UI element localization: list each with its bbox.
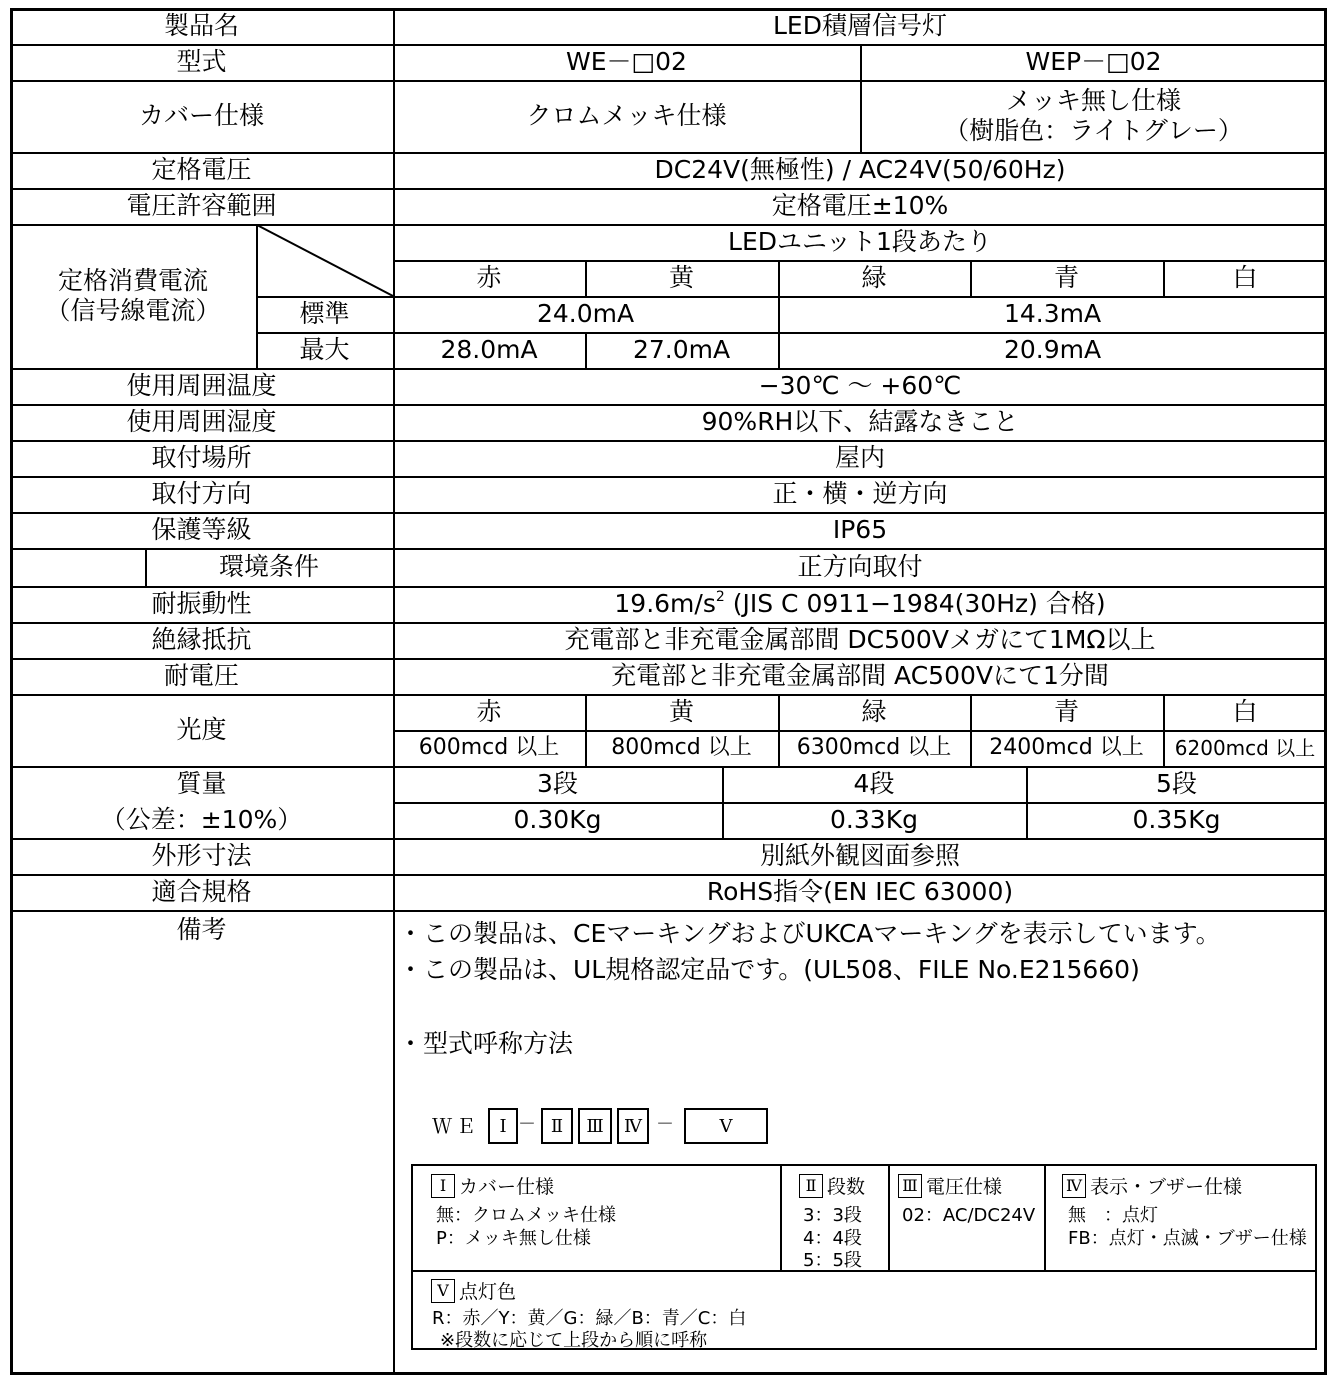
label-luminosity: 光度 (176, 715, 227, 744)
current-std-red-yellow: 24.0mA (536, 299, 635, 328)
legend-v-title-text: 点灯色 (459, 1281, 517, 1303)
value-model-wep: WEP－□02 (1025, 47, 1162, 76)
legend-box-ii: Ⅱ (799, 1174, 823, 1198)
legend-ii-line2: 4：4段 (803, 1228, 862, 1249)
legend-box-i: Ⅰ (431, 1174, 455, 1198)
label-insulation: 絶縁抵抗 (151, 625, 252, 654)
legend-iii-title-text: 電圧仕様 (926, 1176, 1003, 1198)
value-product-name: LED積層信号灯 (773, 11, 947, 40)
model-code-prefix: ＷＥ (432, 1114, 480, 1138)
vibration-value-standard: (JIS C 0911−1984(30Hz) 合格) (724, 589, 1106, 618)
value-cover-plain (860, 80, 1327, 152)
current-color-green: 緑 (861, 263, 887, 292)
value-voltage-range: 定格電圧±10% (771, 191, 949, 220)
legend-iii-line1: 02：AC/DC24V (902, 1205, 1036, 1226)
code-dash-1: － (518, 1114, 536, 1135)
cover-plain-line2: （樹脂色：ライトグレー） (944, 116, 1243, 145)
current-std-label: 標準 (299, 299, 350, 328)
label-product-name: 製品名 (163, 11, 239, 40)
lum-color-green: 緑 (861, 697, 887, 726)
legend-v-line2: ※段数に応じて上段から順に呼称 (440, 1330, 708, 1351)
current-color-yellow: 黄 (668, 263, 694, 292)
current-max-yellow: 27.0mA (632, 335, 731, 364)
mass-tier-5: 5段 (1156, 769, 1197, 798)
value-environment: 正方向取付 (797, 552, 923, 581)
current-label-line1: 定格消費電流 (57, 266, 208, 295)
label-temperature: 使用周囲温度 (126, 371, 277, 400)
lum-value-green: 6300mcd 以上 (796, 734, 952, 760)
value-rated-voltage: DC24V(無極性) / AC24V(50/60Hz) (654, 155, 1066, 184)
label-vibration: 耐振動性 (151, 589, 252, 618)
legend-iv-title (1062, 1172, 1242, 1199)
lum-color-white: 白 (1232, 697, 1258, 726)
code-box-i: Ⅰ (488, 1108, 518, 1144)
legend-v-title (431, 1277, 516, 1304)
label-cover: カバー仕様 (138, 101, 264, 130)
lum-color-red: 赤 (476, 697, 502, 726)
label-remarks: 備考 (176, 915, 227, 944)
value-standards: RoHS指令(EN IEC 63000) (706, 877, 1014, 906)
value-install-place: 屋内 (834, 443, 885, 472)
label-model: 型式 (176, 47, 227, 76)
current-color-white: 白 (1232, 263, 1258, 292)
current-std-others: 14.3mA (1003, 299, 1102, 328)
legend-box-v: Ⅴ (431, 1279, 455, 1303)
legend-iv-line1: 無 ：点灯 (1068, 1205, 1158, 1226)
lum-value-yellow: 800mcd 以上 (611, 734, 752, 760)
label-humidity: 使用周囲湿度 (126, 407, 277, 436)
value-cover-chrome: クロムメッキ仕様 (526, 101, 727, 130)
legend-box-iii: Ⅲ (898, 1174, 922, 1198)
current-max-red: 28.0mA (440, 335, 538, 364)
lum-color-yellow: 黄 (668, 697, 694, 726)
current-label-line2: （信号線電流） (45, 296, 221, 325)
remarks-line-ul: ・この製品は、UL規格認定品です。(UL508、FILE No.E215660) (398, 955, 1140, 984)
label-current (10, 224, 256, 368)
mass-tier-3: 3段 (537, 769, 578, 798)
code-box-iii: Ⅲ (578, 1108, 612, 1144)
code-box-v: Ⅴ (684, 1108, 768, 1144)
legend-divider (411, 1270, 1317, 1272)
diagonal-slash (256, 224, 393, 296)
label-install-place: 取付場所 (151, 443, 252, 472)
legend-iv-line2: FB：点灯・点滅・ブザー仕様 (1068, 1228, 1307, 1249)
remarks-line-ce: ・この製品は、CEマーキングおよびUKCAマーキングを表示しています。 (398, 919, 1221, 948)
value-temperature: −30℃ ～ +60℃ (758, 371, 962, 400)
legend-box-iv: Ⅳ (1062, 1174, 1086, 1198)
label-environment: 環境条件 (218, 552, 319, 581)
label-install-direction: 取付方向 (151, 479, 252, 508)
value-insulation: 充電部と非充電金属部間 DC500Vメガにて1MΩ以上 (564, 625, 1156, 654)
mass-value-3: 0.30Kg (513, 805, 602, 834)
value-install-direction: 正・横・逆方向 (772, 479, 948, 508)
remarks-line-model-naming: ・型式呼称方法 (398, 1029, 574, 1058)
legend-i-title-text: カバー仕様 (459, 1176, 555, 1198)
label-mass-line2: （公差：±10%） (100, 805, 303, 834)
current-unit-header: LEDユニット1段あたり (728, 227, 992, 256)
legend-ii-title-text: 段数 (827, 1176, 866, 1198)
lum-value-red: 600mcd 以上 (418, 734, 560, 760)
label-dimensions: 外形寸法 (151, 841, 252, 870)
value-humidity: 90%RH以下、結露なきこと (701, 407, 1019, 436)
current-max-label: 最大 (299, 335, 350, 364)
legend-i-title (431, 1172, 554, 1199)
lum-value-white: 6200mcd 以上 (1174, 736, 1316, 760)
lum-color-blue: 青 (1053, 697, 1079, 726)
legend-iii-title (898, 1172, 1002, 1199)
vibration-value-main: 19.6m/s (614, 589, 716, 618)
legend-iv-title-text: 表示・ブザー仕様 (1090, 1176, 1243, 1198)
label-standards: 適合規格 (151, 877, 252, 906)
lum-value-blue: 2400mcd 以上 (989, 734, 1144, 760)
code-box-ii: Ⅱ (541, 1108, 573, 1144)
legend-divider (1044, 1164, 1046, 1272)
legend-i-line1: 無：クロムメッキ仕様 (436, 1205, 616, 1226)
mass-value-4: 0.33Kg (830, 805, 918, 834)
value-dimensions: 別紙外観図面参照 (759, 841, 960, 870)
code-dash-2: － (656, 1114, 674, 1135)
label-protection: 保護等級 (151, 515, 252, 544)
code-box-iv: Ⅳ (617, 1108, 649, 1144)
legend-divider (780, 1164, 782, 1272)
value-model-we: WE－□02 (566, 47, 687, 76)
value-protection: IP65 (832, 515, 888, 544)
value-vibration (393, 586, 1327, 622)
label-voltage-range: 電圧許容範囲 (126, 191, 277, 220)
current-max-others: 20.9mA (1003, 335, 1102, 364)
label-rated-voltage: 定格電圧 (151, 155, 252, 184)
mass-tier-4: 4段 (853, 769, 895, 798)
current-color-red: 赤 (476, 263, 502, 292)
legend-v-line1: R：赤／Y：黄／G：緑／B：青／C：白 (432, 1308, 747, 1329)
label-withstand: 耐電圧 (163, 661, 239, 690)
legend-ii-line1: 3：3段 (803, 1205, 862, 1226)
value-withstand: 充電部と非充電金属部間 AC500Vにて1分間 (611, 661, 1109, 690)
mass-value-5: 0.35Kg (1132, 805, 1221, 834)
cover-plain-line1: メッキ無し仕様 (1005, 86, 1181, 115)
legend-ii-title (799, 1172, 865, 1199)
legend-i-line2: P：メッキ無し仕様 (436, 1228, 591, 1249)
legend-ii-line3: 5：5段 (803, 1250, 862, 1271)
label-mass-line1: 質量 (176, 769, 227, 798)
vibration-value-exponent: 2 (715, 589, 725, 605)
legend-divider (888, 1164, 890, 1272)
current-color-blue: 青 (1053, 263, 1079, 292)
